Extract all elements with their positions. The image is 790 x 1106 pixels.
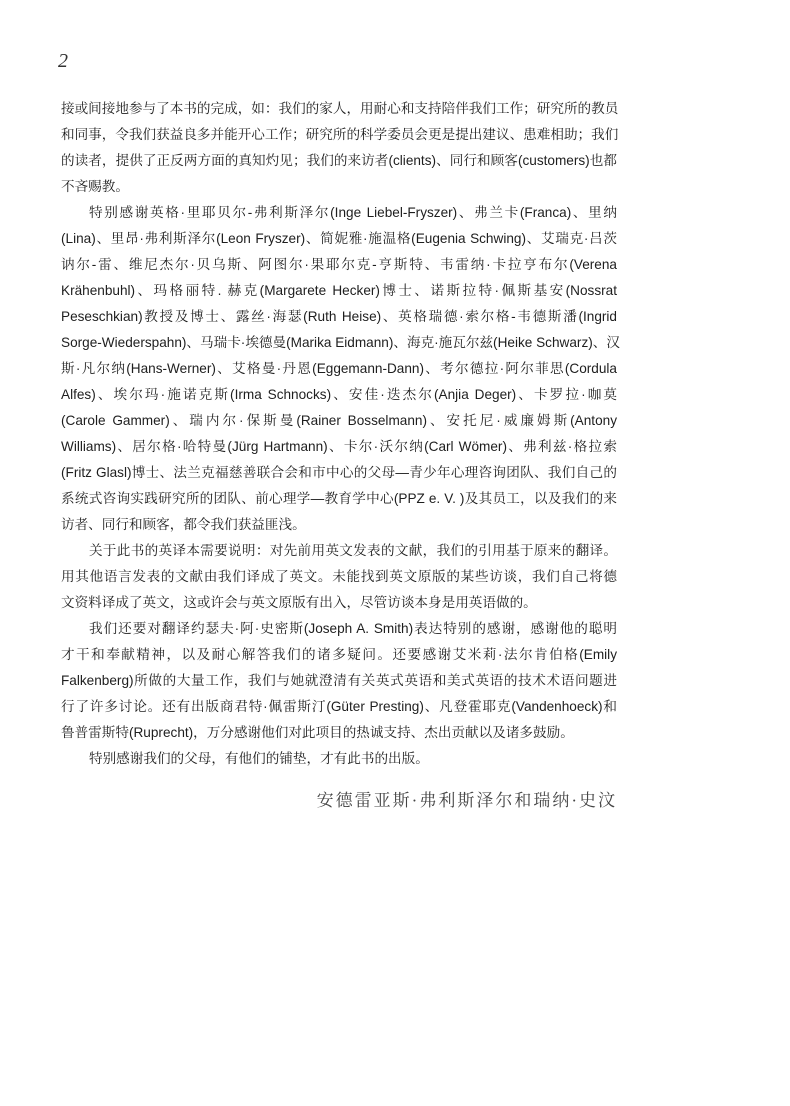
text-line: Falkenberg)所做的大量工作，我们与她就澄清有关英式英语和美式英语的技术术语问题进 [61,673,617,688]
text-line: 访者、同行和顾客，都令我们获益匪浅。 [61,517,306,532]
text-line: 鲁普雷斯特(Ruprecht)，万分感谢他们对此项目的热诚支持、杰出贡献以及诸多鼓励。 [61,725,574,740]
text-line: (Fritz Glasl)博士、法兰克福慈善联合会和市中心的父母—青少年心理咨询团队、我们自己的 [61,465,617,480]
text-line: Alfes)、埃尔玛·施诺克斯(Irma Schnocks)、安佳·迭杰尔(Anjia Deger)、卡罗拉·咖莫 [61,387,617,402]
text-line: 系统式咨询实践研究所的团队、前心理学—教育学中心(PPZ e. V. )及其员工，以及我们的来 [61,491,617,506]
text-line: 不吝赐教。 [61,179,129,194]
text-line: 行了许多讨论。还有出版商君特·佩雷斯汀(Güter Presting)、凡登霍耶克(Vandenhoeck)和 [61,699,617,714]
signature: 安德雷亚斯·弗利斯泽尔和瑞纳·史汶 [316,791,617,810]
text-line: Peseschkian)教授及博士、露丝·海瑟(Ruth Heise)、英格瑞德·索尔格-韦德斯潘(Ingrid [61,309,617,324]
text-line: 关于此书的英译本需要说明：对先前用英文发表的文献，我们的引用基于原来的翻译。 [89,543,617,558]
text-line: 用其他语言发表的文献由我们译成了英文。未能找到英文原版的某些访谈，我们自己将德 [61,569,617,584]
text-line: 和同事，令我们获益良多并能开心工作；研究所的科学委员会更是提出建议、患难相助；我们 [61,127,619,142]
text-line: Williams)、居尔格·哈特曼(Jürg Hartmann)、卡尔·沃尔纳(Carl Wömer)、弗利兹·格拉索 [61,439,617,454]
text-line: 的读者，提供了正反两方面的真知灼见；我们的来访者(clients)、同行和顾客(customers)也都 [61,153,617,168]
text-line: Krähenbuhl)、玛格丽特. 赫克(Margarete Hecker)博士、诺斯拉特·佩斯基安(Nossrat [61,283,617,298]
text-line: 文资料译成了英文，这或许会与英文原版有出入，尽管访谈本身是用英语做的。 [61,595,537,610]
text-line: (Lina)、里昂·弗利斯泽尔(Leon Fryszer)、简妮雅·施温格(Eugenia Schwing)、艾瑞克·吕茨 [61,231,617,246]
text-line: 才干和奉献精神，以及耐心解答我们的诸多疑问。还要感谢艾米莉·法尔肯伯格(Emily [61,647,617,662]
text-line: (Carole Gammer)、瑞内尔·保斯曼(Rainer Bosselmann)、安托尼·威廉姆斯(Antony [61,413,617,428]
text-line: 特别感谢我们的父母，有他们的铺垫，才有此书的出版。 [89,751,429,766]
text-line: Sorge-Wiederspahn)、马瑞卡·埃德曼(Marika Eidmann)、海克·施瓦尔兹(Heike Schwarz)、汉 [61,335,620,350]
text-line: 接或间接地参与了本书的完成，如：我们的家人，用耐心和支持陪伴我们工作；研究所的教员 [61,101,619,116]
text-line: 我们还要对翻译约瑟夫·阿·史密斯(Joseph A. Smith)表达特别的感谢，感谢他的聪明 [89,621,617,636]
text-line: 特别感谢英格·里耶贝尔-弗利斯泽尔(Inge Liebel-Fryszer)、弗兰卡(Franca)、里纳 [89,205,617,220]
page-number: 2 [58,50,68,72]
acknowledgements-text [61,96,620,772]
text-line: 讷尔-雷、维尼杰尔·贝乌斯、阿图尔·果耶尔克-亨斯特、韦雷纳·卡拉亨布尔(Verena [61,257,617,272]
text-line: 斯·凡尔纳(Hans-Werner)、艾格曼·丹恩(Eggemann-Dann)、考尔德拉·阿尔菲思(Cordula [61,361,617,376]
